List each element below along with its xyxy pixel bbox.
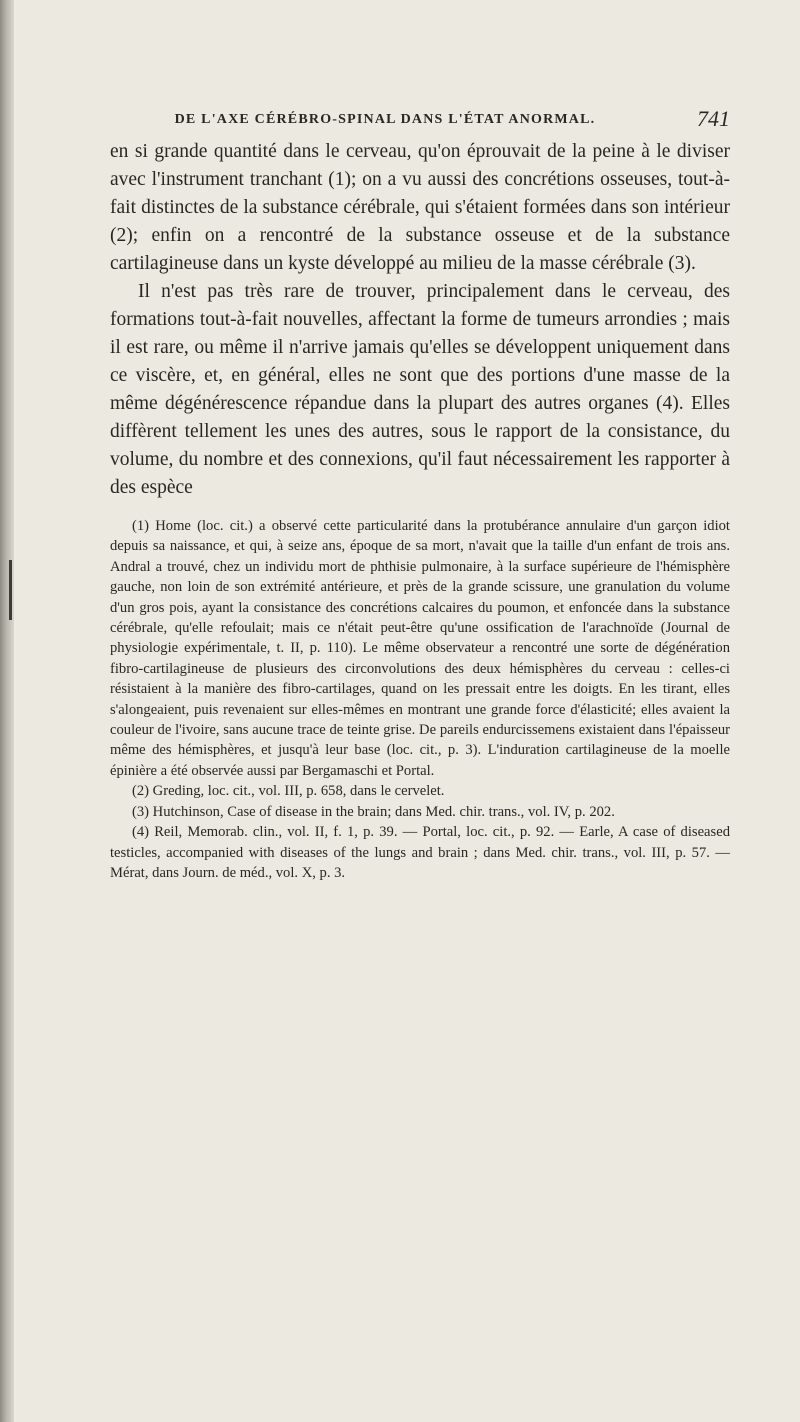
running-head bbox=[110, 108, 730, 138]
main-text bbox=[110, 138, 730, 502]
footnote-3: (3) Hutchinson, Case of disease in the brain; dans Med. chir. trans., vol. IV, p. 202. bbox=[132, 803, 615, 820]
footnote-4: (4) Reil, Memorab. clin., vol. II, f. 1, p. 39. — Portal, loc. cit., p. 92. — Earle, A case of diseased testicles, accompanied with diseases of the lungs and brain ; dans Med. chir. trans., vol. III, p. 57. — Mérat, dans Journ. de méd., vol. X, p. 3. bbox=[110, 824, 730, 881]
book-page bbox=[110, 108, 730, 883]
footnote-2: (2) Greding, loc. cit., vol. III, p. 658, dans le cervelet. bbox=[132, 783, 445, 800]
book-binding-edge bbox=[0, 0, 14, 1422]
paragraph-2: Il n'est pas très rare de trouver, principalement dans le cerveau, des formations tout-à-fait nouvelles, affectant la forme de tumeurs arrondies ; mais il est rare, ou même il n'arrive jamais qu'elles se développent uniquement dans ce viscère, et, en général, elles ne sont que des portions d'une masse de la même dégénérescence répandue dans la plupart des autres organes (4). Elles diffèrent tellement les unes des autres, sous le rapport de la consistance, du volume, du nombre et des connexions, qu'il faut nécessairement les rapporter à des espèce bbox=[110, 281, 730, 498]
paragraph-1: en si grande quantité dans le cerveau, qu'on éprouvait de la peine à le diviser avec l'instrument tranchant (1); on a vu aussi des concrétions osseuses, tout-à-fait distinctes de la substance cérébrale, qui s'étaient formées dans son intérieur (2); enfin on a rencontré de la substance osseuse et de la substance cartilagineuse dans un kyste développé au milieu de la masse cérébrale (3). bbox=[110, 141, 730, 274]
footnote-1: (1) Home (loc. cit.) a observé cette particularité dans la protubérance annulaire d'un garçon idiot depuis sa naissance, et qui, à seize ans, époque de sa mort, n'avait que la taille d'un enfant de trois ans. Andral a trouvé, chez un individu mort de phthisie pulmonaire, à la surface supérieure de l'hémisphère gauche, non loin de son extrémité antérieure, et près de la grande scissure, une granulation du volume d'un gros pois, ayant la consistance des concrétions calcaires du poumon, et enfoncée dans la substance cérébrale, qu'elle refoulait; mais ce n'était peut-être qu'une ossification de l'arachnoïde (Journal de physiologie expérimentale, t. II, p. 110). Le même observateur a rencontré une sorte de dégénération fibro-cartilagineuse de plusieurs des circonvolutions des deux hémisphères du cerveau : celles-ci résistaient à la manière des fibro-cartilages, quand on les pressait entre les doigts. En les tirant, elles s'alongeaient, puis revenaient sur elles-mêmes en montrant une grande force d'élasticité; elles avaient la couleur de l'ivoire, sans aucune trace de teinte grise. De pareils endurcissemens existaient dans l'épaisseur même des hémisphères, et jusqu'à leur base (loc. cit., p. 3). L'induration cartilagineuse de la moelle épinière a été observée aussi par Bergamaschi et Portal. bbox=[110, 518, 730, 779]
binding-thread-mark bbox=[9, 560, 12, 620]
page-number: 741 bbox=[697, 106, 730, 131]
footnotes bbox=[110, 516, 730, 883]
running-head-title: DE L'AXE CÉRÉBRO-SPINAL DANS L'ÉTAT ANORMAL. bbox=[174, 112, 596, 127]
